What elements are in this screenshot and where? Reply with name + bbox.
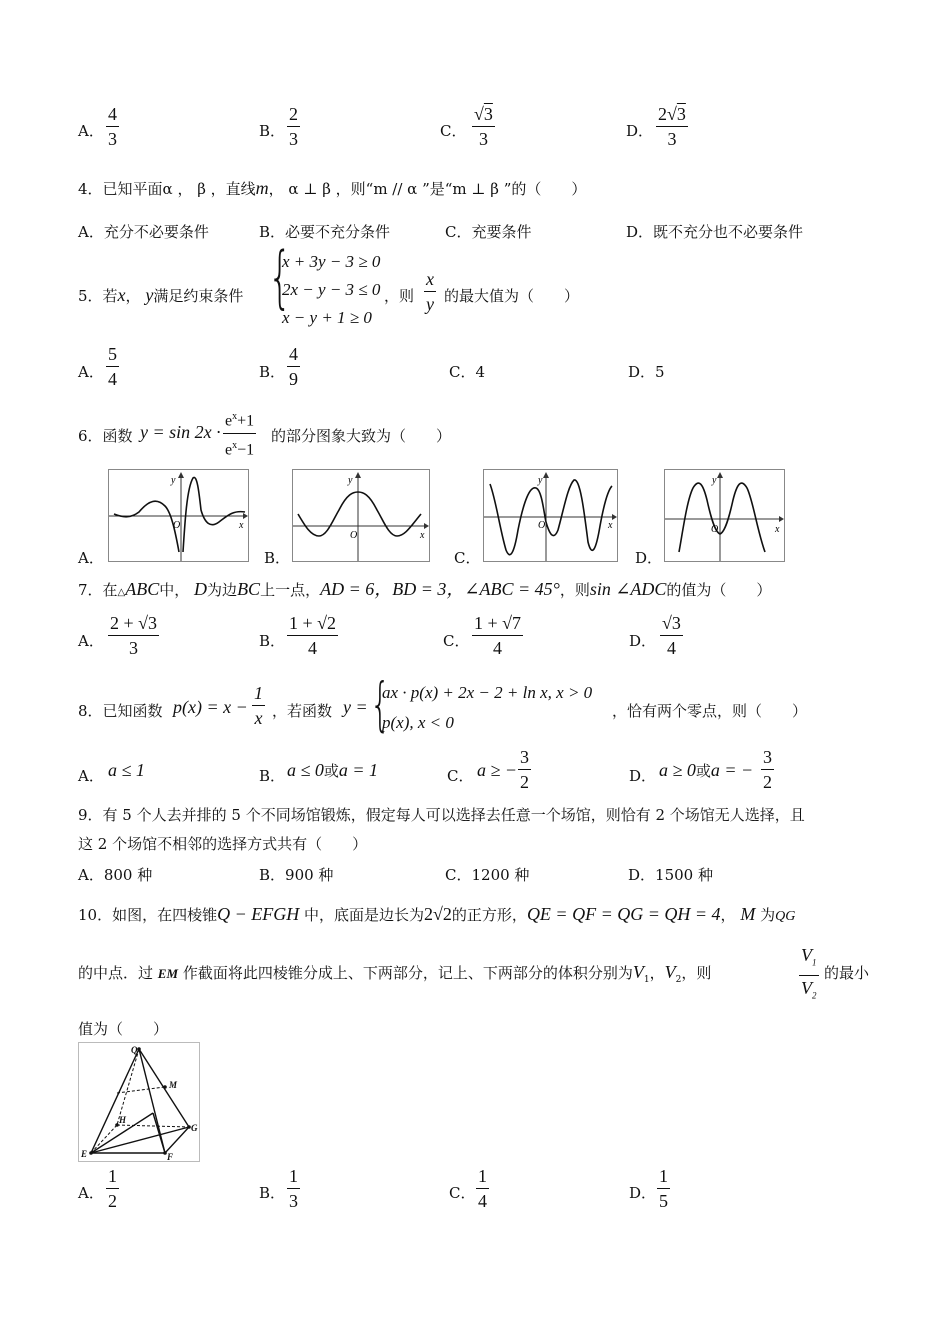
q4-option-b: B．必要不充分条件	[259, 223, 391, 241]
q6-graph-a-svg	[109, 470, 248, 561]
q8-piecewise: ax · p(x) + 2x − 2 + ln x, x > 0 p(x), x < 0	[382, 683, 593, 732]
q8-p-def: p(x) = x −	[173, 697, 248, 717]
q10-line-2: 的中点．过 EM 作截面将此四棱锥分成上、下两部分，记上、下两部分的体积分别为$V_1$，$V_2$，则	[78, 962, 712, 985]
q10-option-b-value: 1 3	[289, 1166, 298, 1211]
q5-option-b-label: B．	[259, 363, 286, 381]
q10-ratio-fraction: $V_1$ $V_2$	[801, 945, 817, 1001]
q6-option-c-label: C．	[454, 549, 481, 567]
q9-line-1: 9．有 5 个人去并排的 5 个不同场馆锻炼，假定每人可以选择去任意一个场馆，则恰有 2 个场馆无人选择，且	[78, 806, 805, 824]
q10-line-2-end: 的最小	[824, 964, 870, 982]
q8-stem-end: ，恰有两个零点，则（ ）	[612, 702, 808, 720]
q10-option-a-label: A．	[78, 1184, 104, 1202]
q8-option-d-fraction: 3 2	[763, 747, 772, 792]
q10-option-c-value: 1 4	[478, 1166, 487, 1211]
q6-option-a-label: A．	[78, 549, 104, 567]
q6-option-b-label: B．	[264, 549, 291, 567]
svg-text:x: x	[420, 530, 425, 541]
q6-expression: y = sin 2x ·	[140, 422, 221, 442]
svg-text:F: F	[167, 1152, 174, 1161]
q6-graph-c	[483, 469, 618, 562]
q5-system-brace: {	[268, 238, 292, 317]
q3-option-c-label: C．	[440, 122, 467, 140]
q10-option-d-value: 1 5	[659, 1166, 668, 1211]
svg-text:y: y	[348, 475, 353, 486]
svg-text:x: x	[239, 520, 244, 531]
q6-fraction: $e^x+1$ $e^x-1$	[225, 411, 255, 459]
svg-text:E: E	[81, 1149, 88, 1159]
q3-option-a-value: 4 3	[108, 104, 117, 149]
q5-option-d: D．5	[628, 363, 665, 381]
svg-text:H: H	[119, 1115, 127, 1125]
q3-option-d-label: D．	[626, 122, 654, 140]
q5-fraction: x y	[426, 269, 434, 314]
q9-option-b: B．900 种	[259, 866, 334, 884]
q7-option-b-value: 1 + √2 4	[289, 613, 337, 658]
q8-option-b-label: B．	[259, 767, 286, 785]
svg-text:y: y	[712, 475, 717, 486]
q5-option-a-label: A．	[78, 363, 104, 381]
q6-graph-b-svg	[293, 470, 429, 561]
q4-option-a: A．充分不必要条件	[78, 223, 209, 241]
q8-option-d-expr: a ≥ 0或a = −	[659, 760, 754, 780]
svg-text:x: x	[608, 520, 613, 531]
q6-graph-d-svg	[665, 470, 784, 561]
q8-option-c-label: C．	[447, 767, 474, 785]
q8-option-c-fraction: 3 2	[520, 747, 529, 792]
q7-option-c-label: C．	[443, 632, 470, 650]
q5-constraints: x + 3y − 3 ≥ 0 2x − y − 3 ≤ 0 x − y + 1 ≥ 0	[282, 252, 381, 327]
q6-option-d-label: D．	[635, 549, 663, 567]
svg-text:O: O	[350, 530, 358, 541]
q5-stem-start: 5．若x， y满足约束条件	[78, 285, 244, 305]
q8-option-a-value: a ≤ 1	[108, 760, 145, 780]
q6-graph-c-svg	[484, 470, 617, 561]
q3-option-d-value: 2√3 3	[658, 104, 686, 149]
q7-option-a-value: 2 + √3 3	[110, 613, 158, 658]
q10-option-a-value: 1 2	[108, 1166, 117, 1211]
q9-option-a: A．800 种	[78, 866, 153, 884]
q10-line-1: 10．如图，在四棱锥Q − EFGH 中，底面是边长为2√2的正方形，QE = QF = QG = QH = 4， M 为QG	[78, 904, 796, 924]
q10-line-3: 值为（ ）	[78, 1020, 169, 1038]
q8-brace: {	[370, 670, 391, 738]
svg-text:Q: Q	[131, 1045, 138, 1055]
q6-stem-end: 的部分图象大致为（ ）	[271, 427, 452, 445]
q7-option-d-label: D．	[629, 632, 657, 650]
q9-option-d: D．1500 种	[628, 866, 713, 884]
q3-option-b-value: 2 3	[289, 104, 298, 149]
q7-option-a-label: A．	[78, 632, 104, 650]
svg-text:G: G	[191, 1123, 198, 1133]
q8-option-a-label: A．	[78, 767, 104, 785]
q7-stem: 7．在△ABC中， D为边BC上一点，AD = 6，BD = 3，∠ABC = 45°，则sin ∠ADC的值为（ ）	[78, 579, 772, 599]
q8-option-d-label: D．	[629, 767, 657, 785]
q5-option-a-value: 5 4	[108, 344, 117, 389]
svg-text:y: y	[171, 475, 176, 486]
q7-option-b-label: B．	[259, 632, 286, 650]
q8-option-c-expr: a ≥ −	[477, 760, 518, 780]
q3-option-a-label: A．	[78, 122, 104, 140]
q10-option-d-label: D．	[629, 1184, 657, 1202]
q8-stem-start: 8．已知函数	[78, 702, 163, 720]
svg-text:O: O	[711, 524, 719, 535]
q5-option-c: C．4	[449, 363, 486, 381]
q4-option-d: D．既不充分也不必要条件	[626, 223, 804, 241]
q7-option-c-value: 1 + √7 4	[474, 613, 522, 658]
q4-stem: 4．已知平面α ， β ，直线m， α ⊥ β ，则“m // α ”是“m ⊥ β ”的（ ）	[78, 178, 587, 198]
q3-option-b-label: B．	[259, 122, 286, 140]
q6-graph-a	[108, 469, 249, 562]
q6-graph-b	[292, 469, 430, 562]
q8-p-fraction: 1 x	[254, 683, 263, 728]
q8-stem-mid: ，若函数	[272, 702, 333, 720]
q10-option-c-label: C．	[449, 1184, 476, 1202]
svg-text:y: y	[538, 475, 543, 486]
svg-text:x: x	[775, 524, 780, 535]
q7-option-d-value: √3 4	[662, 613, 681, 658]
q9-line-2: 这 2 个场馆不相邻的选择方式共有（ ）	[78, 835, 368, 853]
svg-text:O: O	[173, 520, 181, 531]
svg-text:M: M	[169, 1080, 178, 1090]
q3-option-c-value: √3 3	[474, 104, 493, 149]
q4-option-c: C．充要条件	[445, 223, 532, 241]
q8-y: y =	[343, 697, 368, 717]
q6-stem-start: 6．函数	[78, 427, 133, 445]
q8-option-b-value: a ≤ 0或a = 1	[287, 760, 379, 780]
q10-option-b-label: B．	[259, 1184, 286, 1202]
q6-graph-d	[664, 469, 785, 562]
q9-option-c: C．1200 种	[445, 866, 530, 884]
q5-option-b-value: 4 9	[289, 344, 298, 389]
q5-stem-then: ，则	[384, 287, 415, 305]
svg-text:O: O	[538, 520, 546, 531]
q10-pyramid-figure	[78, 1042, 200, 1162]
q5-stem-end: 的最大值为（ ）	[444, 287, 580, 305]
q10-pyramid-svg	[79, 1043, 199, 1161]
